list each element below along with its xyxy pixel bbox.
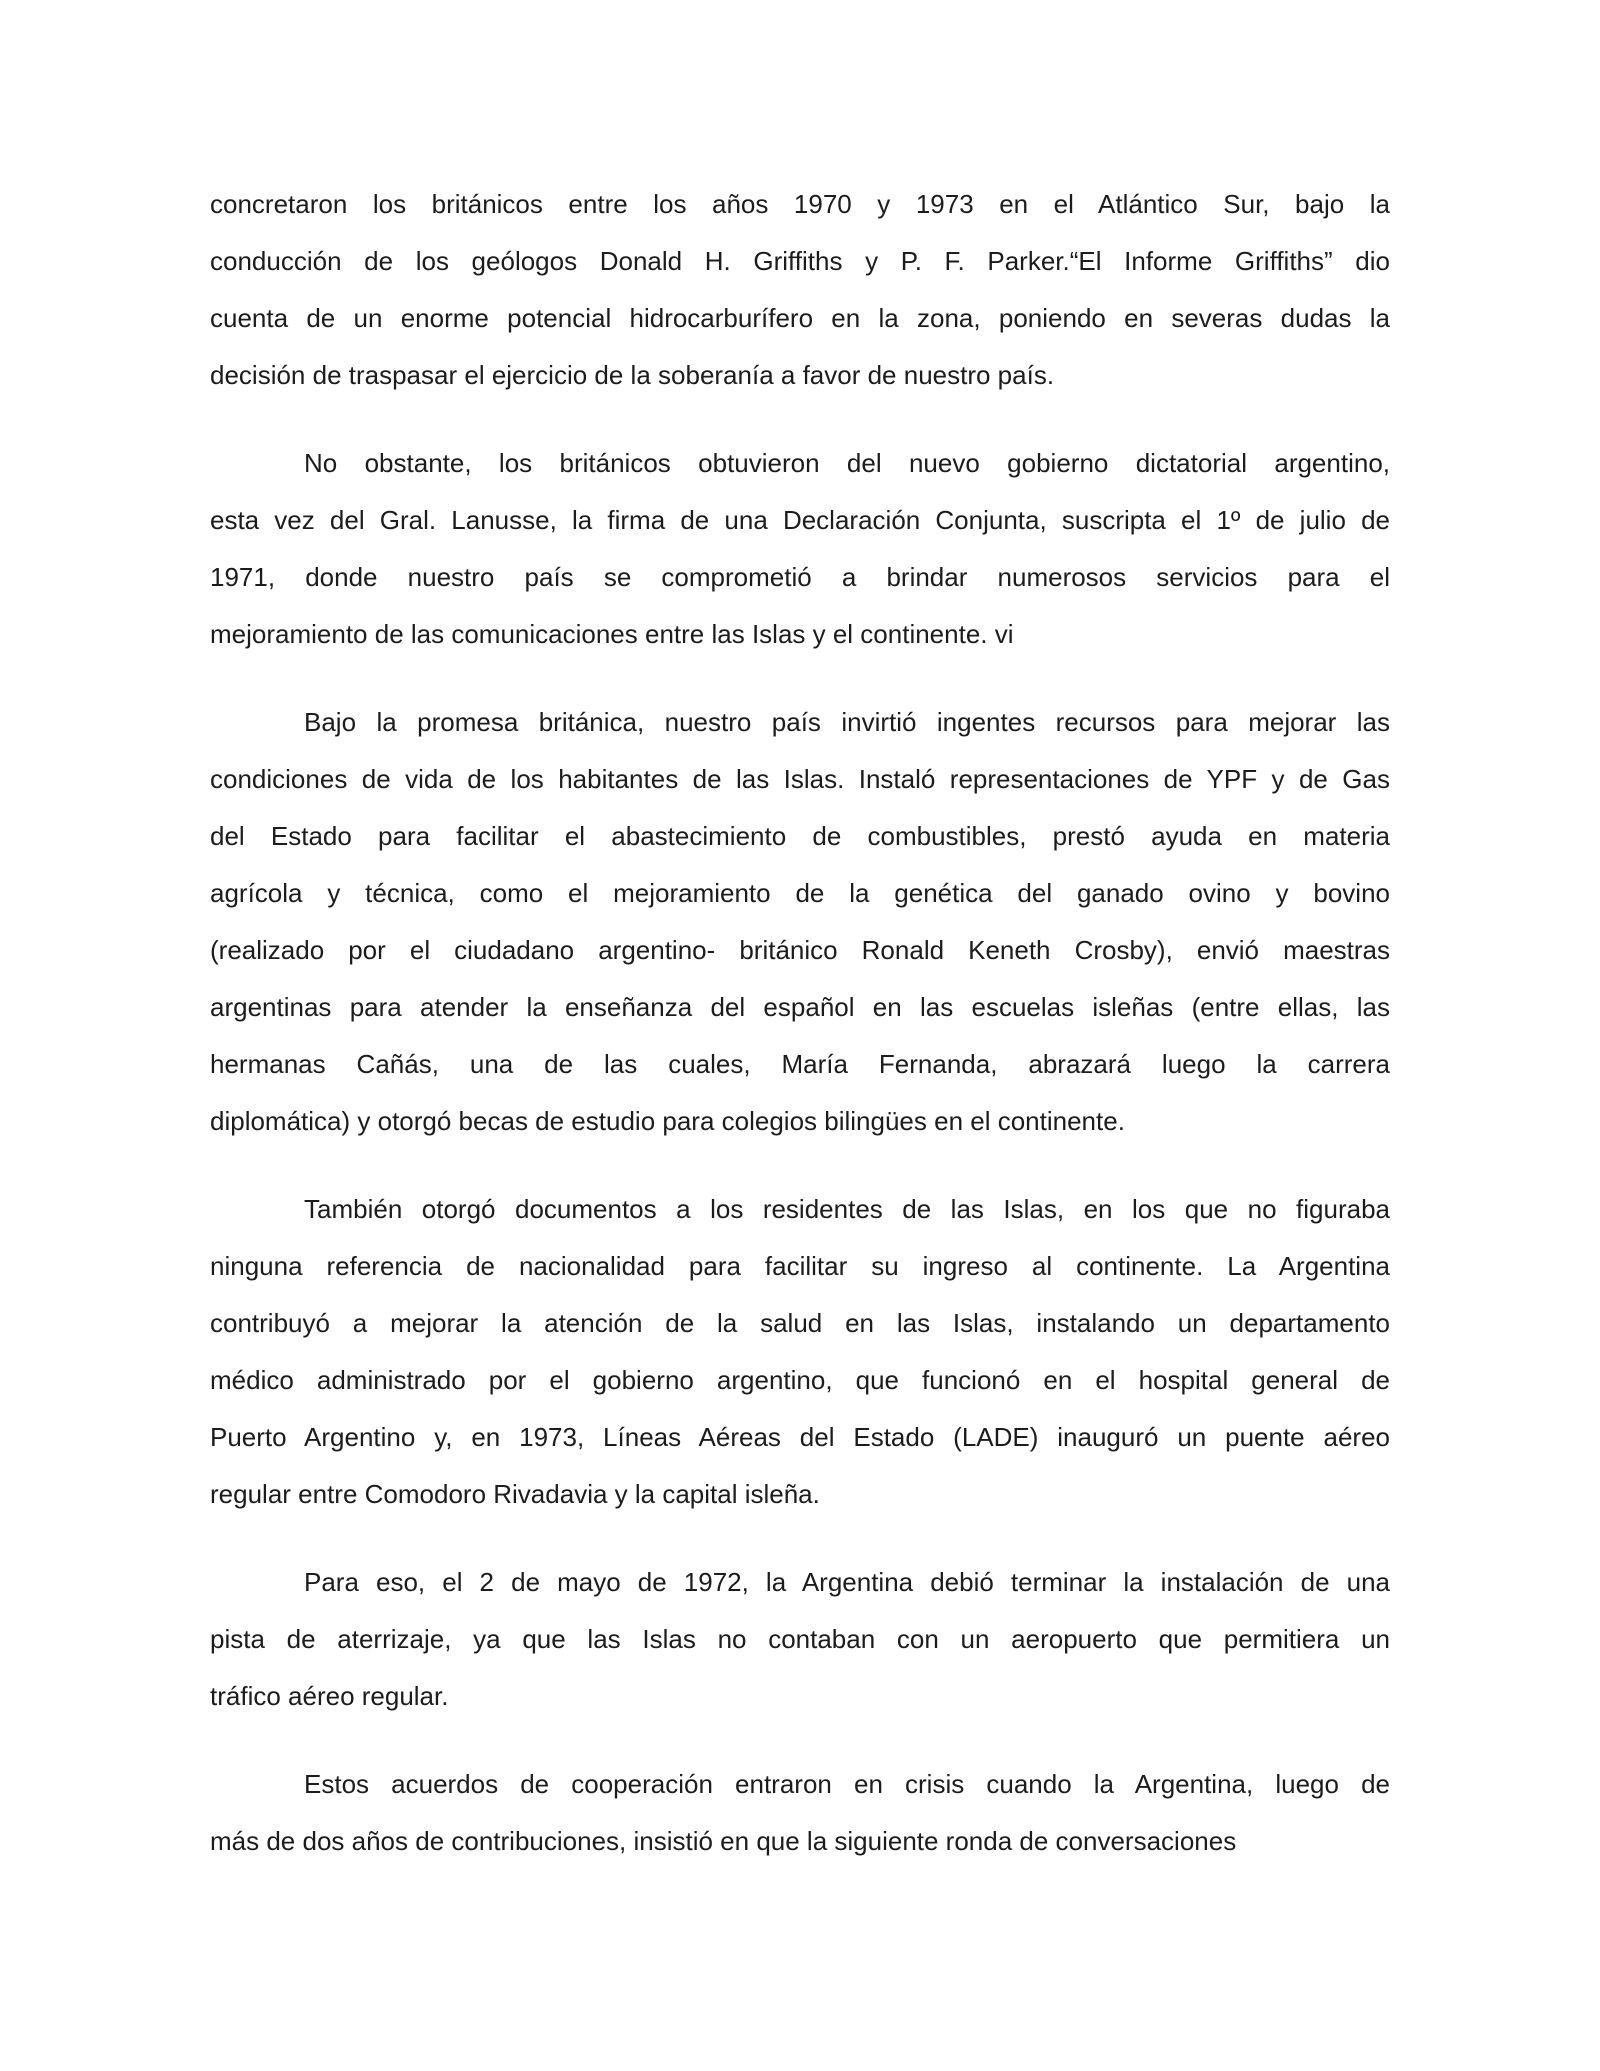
paragraph: [210, 1756, 1390, 1870]
text-line: Bajo la promesa británica, nuestro país invirtió ingentes recursos para mejorar las: [304, 707, 1390, 737]
text-line: pista de aterrizaje, ya que las Islas no contaban con un aeropuerto que permitiera un: [210, 1624, 1390, 1654]
text-line: Estos acuerdos de cooperación entraron en crisis cuando la Argentina, luego de: [304, 1769, 1390, 1799]
paragraph: [210, 1181, 1390, 1523]
text-line: Puerto Argentino y, en 1973, Líneas Aéreas del Estado (LADE) inauguró un puente aéreo: [210, 1422, 1390, 1452]
text-line: tráfico aéreo regular.: [210, 1681, 449, 1711]
text-line: agrícola y técnica, como el mejoramiento de la genética del ganado ovino y bovino: [210, 878, 1390, 908]
text-line: cuenta de un enorme potencial hidrocarburífero en la zona, poniendo en severas dudas la: [210, 303, 1390, 333]
text-line: esta vez del Gral. Lanusse, la firma de una Declaración Conjunta, suscripta el 1º de julio de: [210, 505, 1390, 535]
text-line: ninguna referencia de nacionalidad para facilitar su ingreso al continente. La Argentina: [210, 1251, 1390, 1281]
text-line: 1971, donde nuestro país se comprometió a brindar numerosos servicios para el: [210, 562, 1390, 592]
text-line: No obstante, los británicos obtuvieron del nuevo gobierno dictatorial argentino,: [304, 448, 1390, 478]
paragraph: [210, 435, 1390, 663]
text-line: diplomática) y otorgó becas de estudio para colegios bilingües en el continente.: [210, 1106, 1125, 1136]
text-line: Para eso, el 2 de mayo de 1972, la Argentina debió terminar la instalación de una: [304, 1567, 1390, 1597]
text-line: conducción de los geólogos Donald H. Griffiths y P. F. Parker.“El Informe Griffiths” dio: [210, 246, 1390, 276]
text-line: médico administrado por el gobierno argentino, que funcionó en el hospital general de: [210, 1365, 1390, 1395]
paragraph: [210, 176, 1390, 404]
paragraph: [210, 1554, 1390, 1725]
text-line: regular entre Comodoro Rivadavia y la capital isleña.: [210, 1479, 820, 1509]
text-line: decisión de traspasar el ejercicio de la soberanía a favor de nuestro país.: [210, 360, 1055, 390]
text-line: más de dos años de contribuciones, insistió en que la siguiente ronda de conversaciones: [210, 1826, 1237, 1856]
text-line: condiciones de vida de los habitantes de las Islas. Instaló representaciones de YPF y de Gas: [210, 764, 1390, 794]
text-line: También otorgó documentos a los residentes de las Islas, en los que no figuraba: [304, 1194, 1390, 1224]
text-line: argentinas para atender la enseñanza del español en las escuelas isleñas (entre ellas, las: [210, 992, 1390, 1022]
text-line: (realizado por el ciudadano argentino- británico Ronald Keneth Crosby), envió maestras: [210, 935, 1390, 965]
text-line: hermanas Cañás, una de las cuales, María Fernanda, abrazará luego la carrera: [210, 1049, 1390, 1079]
text-body: [210, 176, 1390, 1870]
text-line: concretaron los británicos entre los años 1970 y 1973 en el Atlántico Sur, bajo la: [210, 189, 1390, 219]
paragraph: [210, 694, 1390, 1150]
text-line: mejoramiento de las comunicaciones entre las Islas y el continente. vi: [210, 619, 1014, 649]
text-line: contribuyó a mejorar la atención de la salud en las Islas, instalando un departamento: [210, 1308, 1390, 1338]
text-line: del Estado para facilitar el abastecimiento de combustibles, prestó ayuda en materia: [210, 821, 1390, 851]
